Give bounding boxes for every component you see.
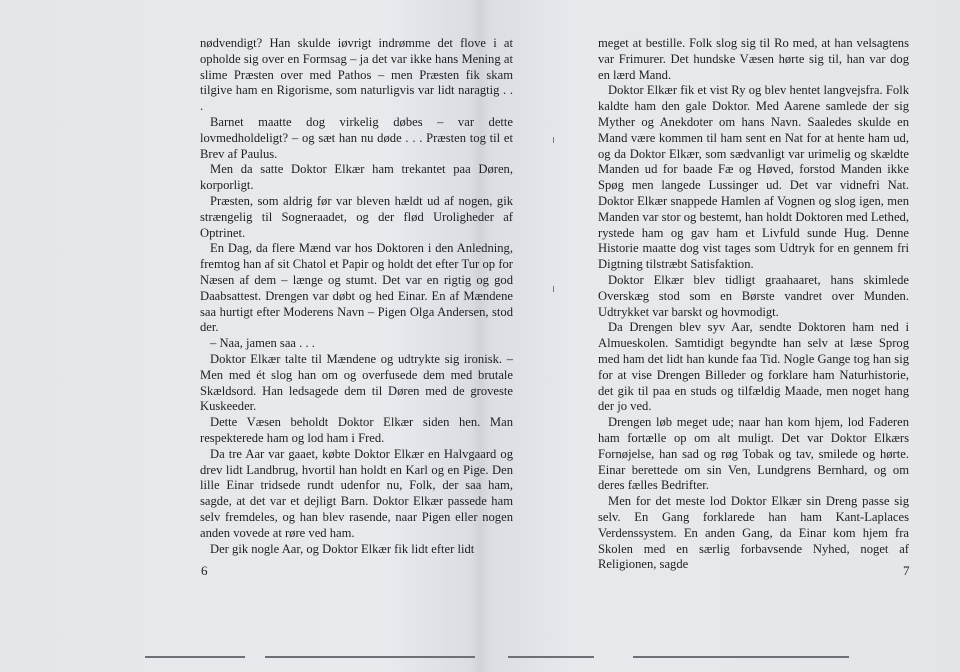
footer-rule — [633, 656, 849, 658]
footer-rule — [265, 656, 475, 658]
right-page-text — [598, 36, 909, 573]
footer-rule — [145, 656, 245, 658]
paragraph: Doktor Elkær talte til Mændene og udtrykte sig ironisk. – Men med ét slog han om og overfusede dem med brutale Skældsord. Han ledsagede dem til Døren med de groveste Kuskeeder. — [200, 351, 513, 414]
margin-mark — [553, 137, 554, 143]
paragraph: Doktor Elkær fik et vist Ry og blev hentet langvejsfra. Folk kaldte ham den gale Doktor. Med Aarene samlede der sig Myther og Anekdoter om hans Navn. Saaledes skulde en Mand være kommen til ham sent en Nat for at hente ham ud, og da Doktor Elkær, som sædvanligt var urimelig og skældte Manden ud for baade Fæ og Høved, forstod Manden ikke Spøg men langede Lussinger ud. Det var vidnefri Nat. Doktor Elkær snappede Hamlen af Vognen og slog igen, men Manden var stor og bestemt, han holdt Doktoren med Lethed, rystede ham og gav ham et Livfuld sunde Hug. Denne Historie maatte dog vist tages som Udtryk for en gennem fri Digtning tilstræbt Satisfaktion. — [598, 83, 909, 272]
paragraph: Men da satte Doktor Elkær ham trekantet paa Døren, korporligt. — [200, 162, 513, 193]
paragraph: Dette Væsen beholdt Doktor Elkær siden hen. Man respekterede ham og lod ham i Fred. — [200, 415, 513, 445]
paragraph: – Naa, jamen saa . . . — [210, 336, 315, 351]
paragraph: Doktor Elkær blev tidligt graahaaret, hans skimlede Overskæg stod som en Børste vandret over Munden. Udtrykket var barskt og hovmodigt. — [598, 272, 909, 319]
paragraph: Præsten, som aldrig før var bleven hældt ud af nogen, gik strængelig til Sogneraadet, og der flød Uroligheder af Optrinet. — [200, 193, 513, 240]
footer-rule — [508, 656, 594, 658]
paragraph: En Dag, da flere Mænd var hos Doktoren i den Anledning, fremtog han af sit Chatol et Papir og holdt det efter Tur op for Næsen af dem – længe og stumt. Det var en rigtig og god Daabsattest. Drengen var døbt og hed Einar. En af Mændene saa hurtigt efter Moderens Navn – Pigen Olga Andersen, stod der. — [200, 241, 513, 335]
right-page-number: 7 — [903, 563, 910, 578]
paragraph: meget at bestille. Folk slog sig til Ro med, at han velsagtens var Frimurer. Det hundske Væsen hørte sig til, han var dog en lærd Mand. — [598, 36, 909, 82]
left-page-text — [200, 36, 513, 557]
paragraph: Da Drengen blev syv Aar, sendte Doktoren ham ned i Almueskolen. Samtidigt begyndte han selv at læse Sprog med ham det lidt han kunde faa Tid. Nogle Gange tog han sig for at vise Drengen Billeder og forklare ham Naturhistorie, det gik til paa en studs og tilfældig Maade, men noget hang der jo ved. — [598, 320, 909, 414]
margin-mark — [553, 286, 554, 292]
left-page-number: 6 — [201, 563, 208, 578]
paragraph: Barnet maatte dog virkelig døbes – var dette lovmedholdeligt? – og sæt han nu døde . . . Præsten tog til et Brev af Paulus. — [200, 114, 513, 161]
paragraph: Drengen løb meget ude; naar han kom hjem, lod Faderen ham fortælle op om alt muligt. Det var Doktor Elkærs Fornøjelse, han sad og røg Tobak og tav, smilede og hørte. Einar berettede om sin Ven, Lundgrens Bernhard, og om deres fælles Bedrifter. — [598, 415, 909, 493]
paragraph: Da tre Aar var gaaet, købte Doktor Elkær en Halvgaard og drev lidt Landbrug, hvortil han holdt en Karl og en Pige. Den lille Einar tridsede rundt udenfor nu, Folk, der saa ham, sagde, at det var et dejligt Barn. Doktor Elkær passede ham selv fremdeles, og han blev rasende, naar Pigen eller nogen anden vovede at røre ved ham. — [200, 446, 513, 540]
paragraph: Der gik nogle Aar, og Doktor Elkær fik lidt efter lidt — [210, 541, 475, 556]
paragraph: nødvendigt? Han skulde iøvrigt indrømme det flove i at opholde sig over en Formsag – ja det var ikke hans Mening at slime Præsten over med Pathos – men Præsten fik skam tilgive ham en Rigorisme, som naturligvis var lidt naragtig . . . — [200, 36, 513, 114]
right-page — [480, 0, 960, 672]
paragraph: Men for det meste lod Doktor Elkær sin Dreng passe sig selv. En Gang forklarede han ham Kant-Laplaces Verdenssystem. En anden Gang, da Einar kom hjem fra Skolen med en særlig forbavsende Nyhed, noget af Religionen, sagde — [598, 494, 909, 572]
